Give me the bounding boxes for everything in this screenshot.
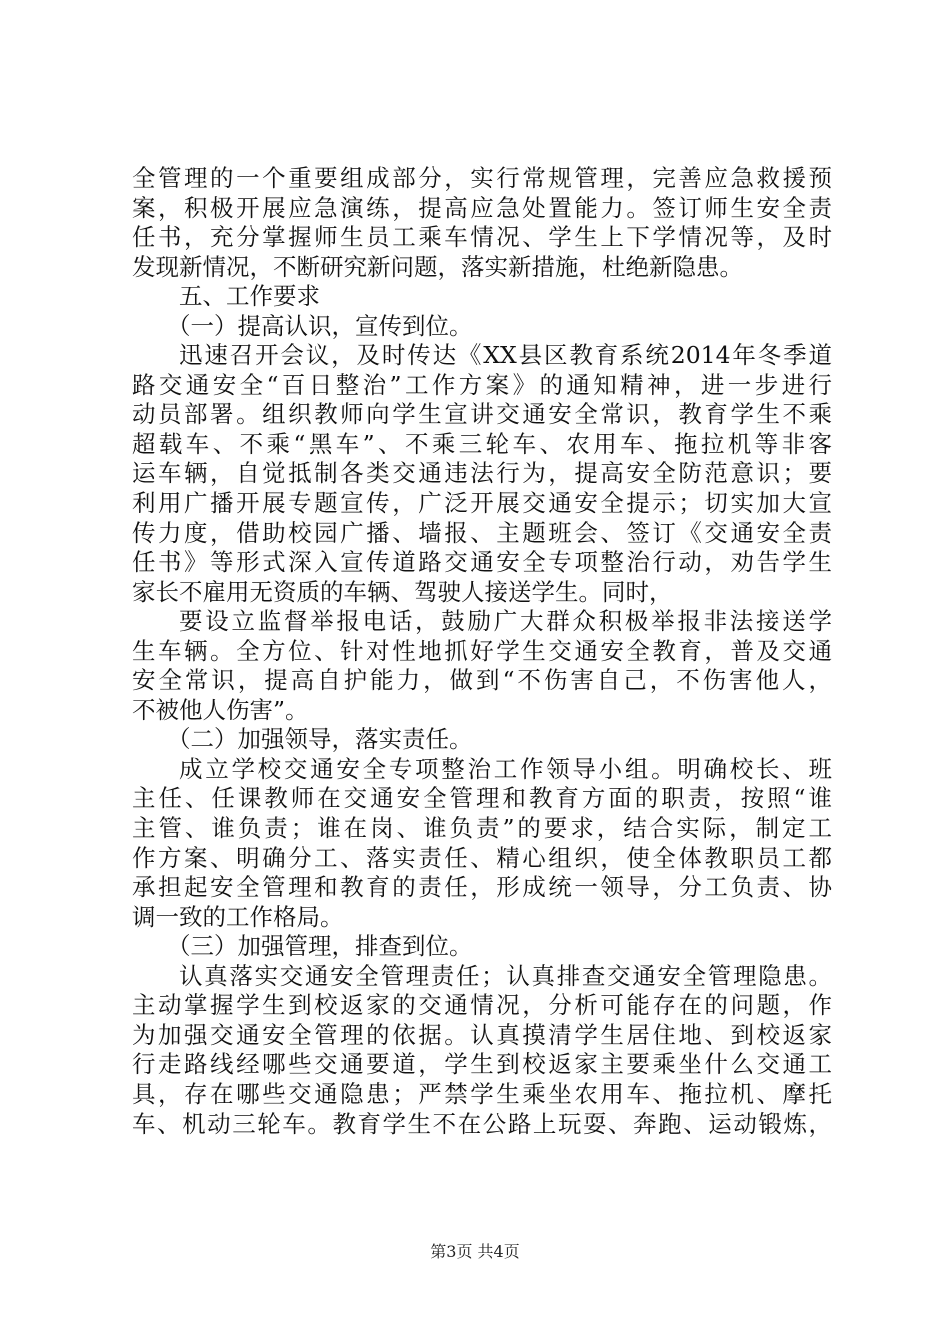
text-line: 动员部署。组织教师向学生宣讲交通安全常识，教育学生不乘 xyxy=(132,400,832,429)
text-line: 利用广播开展专题宣传，广泛开展交通安全提示；切实加大宣 xyxy=(132,489,832,518)
text-line: 生车辆。全方位、针对性地抓好学生交通安全教育，普及交通 xyxy=(132,636,832,665)
text-line: 作方案、明确分工、落实责任、精心组织，使全体教职员工都 xyxy=(132,843,832,872)
text-line: 超载车、不乘“黑车”、不乘三轮车、农用车、拖拉机等非客 xyxy=(132,429,832,458)
text-line: 调一致的工作格局。 xyxy=(132,902,344,931)
text-line: 任书》等形式深入宣传道路交通安全专项整治行动，劝告学生 xyxy=(132,548,832,577)
text-line: 不被他人伤害”。 xyxy=(132,695,309,724)
text-line: 要设立监督举报电话，鼓励广大群众积极举报非法接送学 xyxy=(179,607,832,636)
text-line: （二）加强领导，落实责任。 xyxy=(167,725,473,754)
text-line: 安全常识，提高自护能力，做到“不伤害自己，不伤害他人， xyxy=(132,666,832,695)
text-line: （三）加强管理，排查到位。 xyxy=(167,932,473,961)
text-line: 运车辆，自觉抵制各类交通违法行为，提高安全防范意识；要 xyxy=(132,459,832,488)
body-text xyxy=(132,164,832,1139)
text-line: 案，积极开展应急演练，提高应急处置能力。签订师生安全责 xyxy=(132,193,832,222)
text-line: 为加强交通安全管理的依据。认真摸清学生居住地、到校返家 xyxy=(132,1020,832,1049)
text-line: 认真落实交通安全管理责任；认真排查交通安全管理隐患。 xyxy=(179,961,832,990)
text-line: 承担起安全管理和教育的责任，形成统一领导，分工负责、协 xyxy=(132,873,832,902)
text-line: 五、工作要求 xyxy=(179,282,320,311)
text-line: 车、机动三轮车。教育学生不在公路上玩耍、奔跑、运动锻炼， xyxy=(132,1109,832,1138)
text-line: 具，存在哪些交通隐患；严禁学生乘坐农用车、拖拉机、摩托 xyxy=(132,1079,832,1108)
text-line: 全管理的一个重要组成部分，实行常规管理，完善应急救援预 xyxy=(132,164,832,192)
text-line: 路交通安全“百日整治”工作方案》的通知精神，进一步进行 xyxy=(132,370,832,399)
text-line: 主任、任课教师在交通安全管理和教育方面的职责，按照“谁 xyxy=(132,784,832,813)
text-line: 迅速召开会议，及时传达《XX县区教育系统2014年冬季道 xyxy=(179,341,832,370)
text-line: 行走路线经哪些交通要道，学生到校返家主要乘坐什么交通工 xyxy=(132,1050,832,1079)
text-line: 传力度，借助校园广播、墙报、主题班会、签订《交通安全责 xyxy=(132,518,832,547)
text-line: （一）提高认识，宣传到位。 xyxy=(167,311,473,340)
page-footer: 第3页 共4页 xyxy=(430,1242,520,1261)
text-line: 主动掌握学生到校返家的交通情况，分析可能存在的问题，作 xyxy=(132,991,832,1020)
text-line: 成立学校交通安全专项整治工作领导小组。明确校长、班 xyxy=(179,754,832,783)
text-line: 任书，充分掌握师生员工乘车情况、学生上下学情况等，及时 xyxy=(132,223,832,252)
text-line: 家长不雇用无资质的车辆、驾驶人接送学生。同时， xyxy=(132,577,673,606)
text-line: 主管、谁负责；谁在岗、谁负责”的要求，结合实际，制定工 xyxy=(132,814,832,843)
text-line: 发现新情况，不断研究新问题，落实新措施，杜绝新隐患。 xyxy=(132,252,743,281)
